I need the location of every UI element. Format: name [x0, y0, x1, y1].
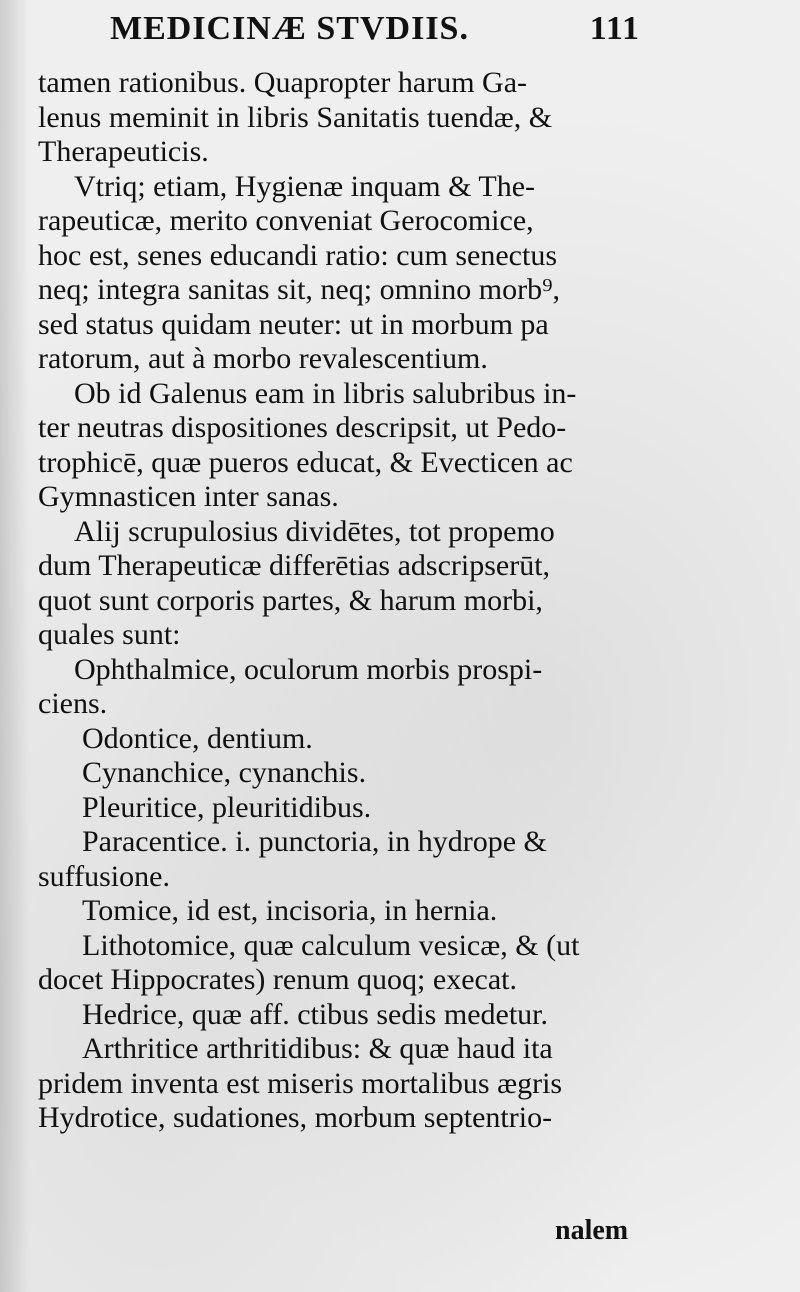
text-line: trophicē, quæ pueros educat, & Evecticen ac — [38, 445, 573, 479]
text-line: Odontice, dentium. — [82, 721, 313, 755]
text-line: tamen rationibus. Quapropter harum Ga- — [38, 66, 528, 99]
text-line: Alij scrupulosius dividētes, tot propemo — [74, 514, 555, 548]
text-line: quot sunt corporis partes, & harum morbi, — [38, 583, 543, 617]
running-head — [100, 10, 660, 50]
text-line: Ophthalmice, oculorum morbis prospi- — [74, 652, 543, 686]
text-line: Therapeuticis. — [38, 135, 209, 168]
text-line: Arthritice arthritidibus: & quæ haud ita — [82, 1032, 553, 1065]
text-line: Pleuritice, pleuritidibus. — [82, 790, 372, 824]
running-title: MEDICINÆ STVDIIS. — [110, 10, 469, 47]
text-line: Vtriq; etiam, Hygienæ inquam & The- — [74, 169, 536, 203]
body-text — [38, 66, 638, 1136]
text-line: Gymnasticen inter sanas. — [38, 480, 339, 513]
page-gutter-shadow — [0, 0, 30, 1292]
text-line: sed status quidam neuter: ut in morbum pa — [38, 307, 549, 341]
text-line: ratorum, aut à morbo revalescentium. — [38, 342, 488, 375]
text-line: Lithotomice, quæ calculum vesicæ, & (ut — [82, 928, 580, 962]
page-number: 111 — [589, 10, 640, 47]
text-line: quales sunt: — [38, 618, 181, 651]
text-line: pridem inventa est miseris mortalibus ægris — [38, 1066, 563, 1100]
text-line: dum Therapeuticæ differētias adscripserūt, — [38, 549, 551, 582]
text-line: lenus meminit in libris Sanitatis tuendæ, & — [38, 100, 553, 134]
text-line: docet Hippocrates) renum quoq; execat. — [38, 963, 517, 996]
text-line: Cynanchice, cynanchis. — [82, 756, 367, 789]
text-line: neq; integra sanitas sit, neq; omnino morb⁹, — [38, 273, 561, 306]
text-line: Ob id Galenus eam in libris salubribus in- — [74, 376, 577, 410]
text-line: hoc est, senes educandi ratio: cum senectus — [38, 238, 557, 272]
text-line: Hedrice, quæ aff. ctibus sedis medetur. — [82, 997, 548, 1031]
text-line: Tomice, id est, incisoria, in hernia. — [82, 894, 498, 927]
text-line: Paracentice. i. punctoria, in hydrope & — [82, 825, 547, 858]
catchword: nalem — [555, 1215, 629, 1246]
text-line: ciens. — [38, 687, 108, 720]
text-line: Hydrotice, sudationes, morbum septentrio- — [38, 1101, 553, 1134]
text-line: ter neutras dispositiones descripsit, ut Pedo- — [38, 411, 567, 444]
text-line: suffusione. — [38, 859, 170, 893]
text-line: rapeuticæ, merito conveniat Gerocomice, — [38, 204, 534, 237]
